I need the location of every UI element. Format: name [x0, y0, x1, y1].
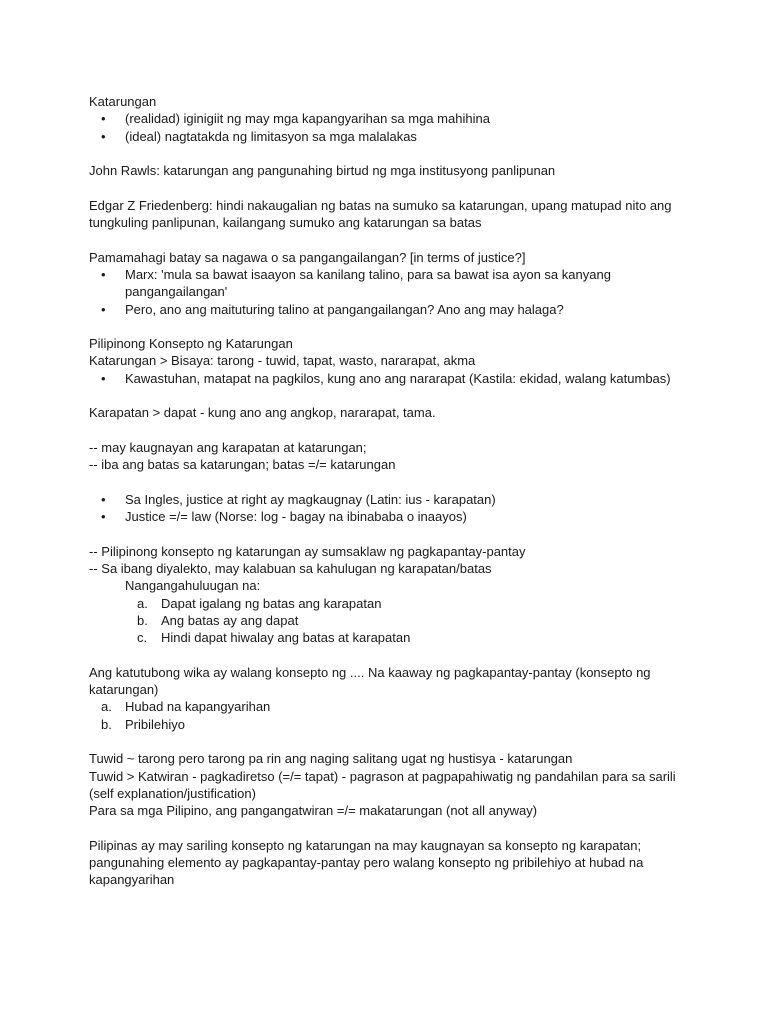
paragraph-text: Karapatan > dapat - kung ano ang angkop, nararapat, tama. — [89, 405, 436, 421]
lettered-item — [125, 612, 689, 629]
lettered-list — [125, 595, 689, 647]
note-line: -- iba ang batas sa katarungan; batas =/= katarungan — [89, 457, 396, 473]
lettered-item — [125, 595, 689, 612]
section-pilipinong-konsepto — [89, 335, 689, 387]
paragraph-text: Edgar Z Friedenberg: hindi nakaugalian ng batas na sumuko sa katarungan, upang matupad nito ang tungkuling panlipunan, kailangang sumuko ang katarungan sa batas — [89, 197, 672, 231]
lettered-list — [89, 698, 689, 733]
paragraph-text: John Rawls: katarungan ang pangunahing birtud ng mga institusyong panlipunan — [89, 163, 556, 179]
section-title: Pamamahagi batay sa nagawa o sa pangangailangan? [in terms of justice?] — [89, 249, 526, 265]
bullet-item: • (realidad) iginigiit ng may mga kapangyarihan sa mga mahihina — [89, 110, 689, 127]
lettered-item — [89, 698, 689, 715]
paragraph-text: Katarungan > Bisaya: tarong - tuwid, tapat, wasto, nararapat, akma — [89, 353, 476, 369]
bullet-list — [89, 370, 689, 387]
paragraph-text: Ang katutubong wika ay walang konsepto ng .... Na kaaway ng pagkapantay-pantay (konsepto ng katarungan) — [89, 664, 651, 698]
paragraph-text: Para sa mga Pilipino, ang pangangatwiran =/= makatarungan (not all anyway) — [89, 803, 538, 819]
section-title: Pilipinong Konsepto ng Katarungan — [89, 336, 293, 352]
bullet-item: • Pero, ano ang maituturing talino at pangangailangan? Ano ang may halaga? — [89, 301, 689, 318]
paragraph-text: Tuwid > Katwiran - pagkadiretso (=/= tapat) - pagrason at pagpapahiwatig ng pandahilan para sa sarili (self explanation/justification) — [89, 768, 676, 801]
lettered-item — [89, 716, 689, 733]
section-pilipinas — [89, 837, 689, 889]
paragraph-text: Tuwid ~ tarong pero tarong pa rin ang naging salitang ugat ng hustisya - katarungan — [89, 751, 573, 767]
section-friedenberg — [89, 197, 689, 232]
indented-block — [89, 577, 689, 646]
bullet-list — [89, 491, 689, 526]
item-text: Hindi dapat hiwalay ang batas at karapatan — [161, 630, 411, 646]
note-line: -- may kaugnayan ang karapatan at katarungan; — [89, 439, 367, 455]
section-tuwid — [89, 750, 689, 819]
item-text: Hubad na kapangyarihan — [125, 699, 271, 715]
bullet-list — [89, 110, 689, 145]
section-diyalekto — [89, 543, 689, 647]
bullet-item: • Sa Ingles, justice at right ay magkaugnay (Latin: ius - karapatan) — [89, 491, 689, 508]
bullet-item: • Kawastuhan, matapat na pagkilos, kung ano ang nararapat (Kastila: ekidad, walang katumbas) — [89, 370, 689, 387]
bullet-item: • Marx: 'mula sa bawat isaayon sa kanilang talino, para sa bawat isa ayon sa kanyang pangangailangan' — [89, 266, 689, 301]
list-marker: c. — [137, 630, 148, 646]
item-text: Ang batas ay ang dapat — [161, 612, 299, 628]
section-rawls — [89, 162, 689, 179]
bullet-list — [89, 266, 689, 318]
item-text: Pribilehiyo — [125, 716, 185, 732]
section-pamamahagi — [89, 249, 689, 318]
sub-heading: Nangangahuluugan na: — [125, 578, 261, 594]
list-marker: b. — [101, 716, 112, 732]
lettered-item — [125, 629, 689, 646]
list-marker: a. — [101, 699, 112, 715]
list-marker: a. — [137, 595, 148, 611]
section-karapatan — [89, 404, 689, 421]
note-line: -- Sa ibang diyalekto, may kalabuan sa kahulugan ng karapatan/batas — [89, 561, 492, 577]
item-text: Dapat igalang ng batas ang karapatan — [161, 595, 382, 611]
section-title: Katarungan — [89, 94, 157, 109]
section-ingles — [89, 491, 689, 526]
section-katutubong-wika — [89, 664, 689, 733]
bullet-item: • (ideal) nagtatakda ng limitasyon sa mga malalakas — [89, 128, 689, 145]
paragraph-text: Pilipinas ay may sariling konsepto ng katarungan na may kaugnayan sa konsepto ng karapatan; pangunahing elemento ay pagkapantay-pantay pero walang konsepto ng pribilehiyo at hubad na kapangyarihan — [89, 837, 644, 888]
note-line: -- Pilipinong konsepto ng katarungan ay sumsaklaw ng pagkapantay-pantay — [89, 543, 526, 559]
section-katarungan — [89, 93, 689, 145]
document-body — [89, 93, 689, 906]
list-marker: b. — [137, 612, 148, 628]
bullet-item: • Justice =/= law (Norse: log - bagay na ibinababa o inaayos) — [89, 508, 689, 525]
section-notes — [89, 439, 689, 474]
